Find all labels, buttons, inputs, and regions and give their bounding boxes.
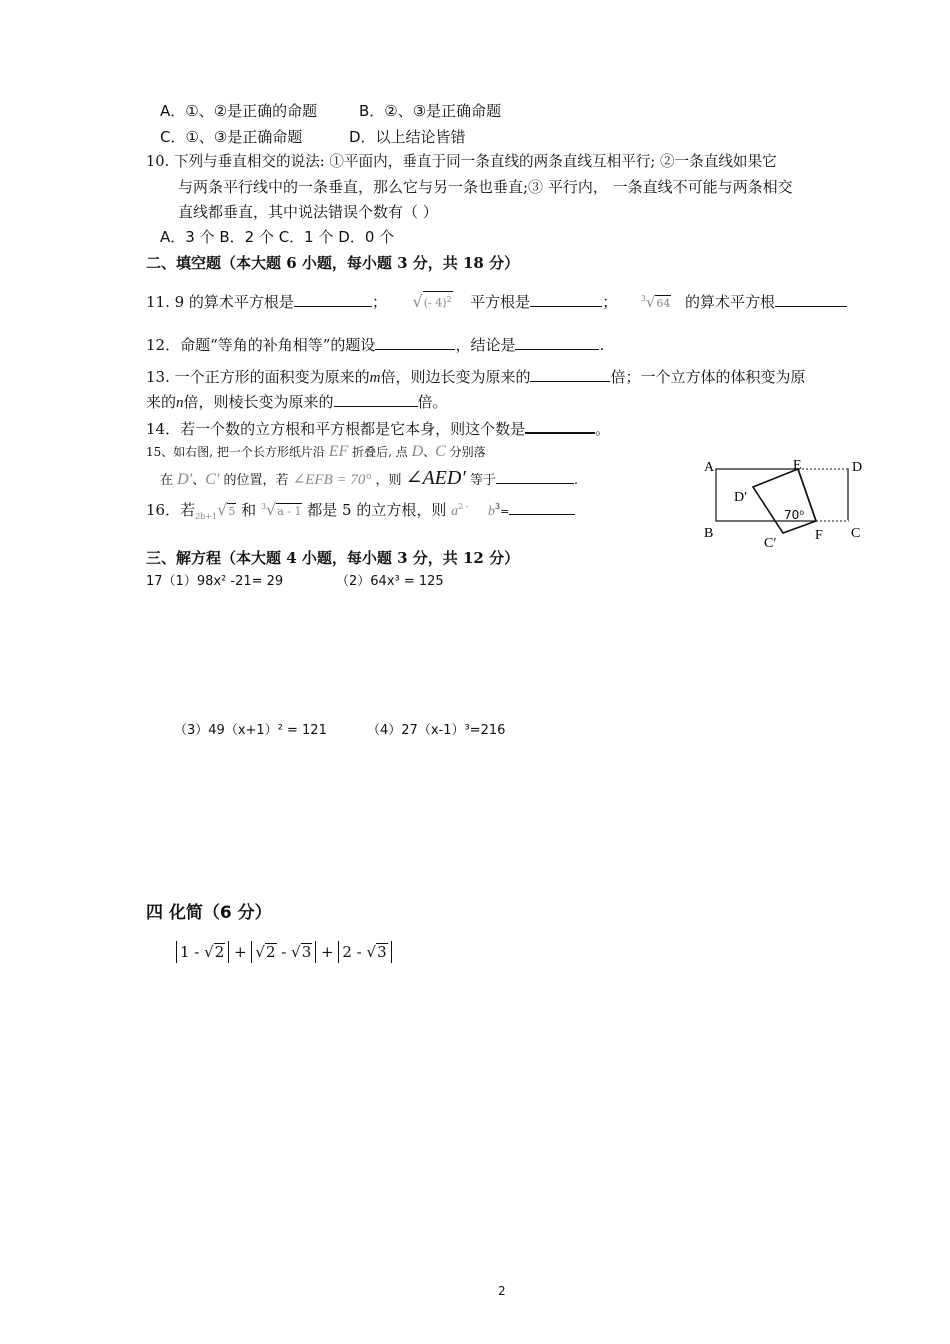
term-1-radicand: 2: [214, 943, 225, 961]
q11-root-1-value: (- 4): [423, 297, 447, 310]
plus-1: +: [234, 943, 247, 961]
simplify-expression: [176, 940, 392, 964]
q12-blank-2[interactable]: [515, 335, 599, 350]
q15-c: C: [435, 443, 446, 460]
label-d-prime: D′: [734, 490, 748, 505]
q11-blank-1[interactable]: [294, 292, 372, 307]
q16-exp-1: 2b+1: [195, 512, 218, 521]
term-2-radicand-2: 3: [301, 943, 312, 961]
q15-sep-2: 、: [192, 473, 206, 488]
q11-root-2-sign: √: [645, 293, 656, 311]
q14-blank[interactable]: [525, 418, 595, 434]
q16-radicand-1: 5: [228, 505, 236, 518]
sqrt-sign-3: √: [291, 943, 301, 961]
label-b: B: [704, 526, 714, 541]
q11-root-1: [423, 291, 453, 312]
sqrt-sign-1: √: [204, 943, 214, 961]
q13-text-4: 来的: [146, 393, 177, 411]
q9-option-a: A．①、②是正确的命题: [160, 102, 318, 120]
q11: [146, 289, 847, 312]
q11-blank-2[interactable]: [530, 292, 602, 307]
q13-var-m: m: [369, 370, 381, 386]
q11-root-1-exp: 2: [446, 295, 452, 305]
q13-text-2: 倍，则边长变为原来的: [380, 368, 531, 386]
q16-radicand-2: a - 1: [277, 505, 302, 518]
q16-root-sign-1: √: [217, 500, 228, 519]
q13-blank-1[interactable]: [530, 367, 610, 382]
label-e: E: [793, 458, 802, 473]
q16-and: 和: [241, 501, 257, 519]
q16-text-1: 16．若: [146, 501, 196, 519]
label-c: C: [851, 526, 861, 541]
q11-root-sign: √: [412, 292, 423, 311]
label-f: F: [815, 528, 823, 543]
q15-text-6: ，则: [375, 473, 402, 488]
q15-text-1: 15、如右图, 把一个长方形纸片沿: [146, 445, 325, 459]
q15-blank[interactable]: [496, 469, 574, 484]
q9-option-d: D．以上结论皆错: [349, 128, 466, 146]
folded-part: [753, 469, 816, 533]
q10-options: A．3 个 B．2 个 C．1 个 D．0 个: [160, 228, 395, 246]
q15-sep: 、: [423, 445, 436, 459]
q15-text-2: 折叠后, 点: [352, 445, 408, 459]
q16-root-sign-2: √: [265, 500, 277, 519]
q10-line-3: 直线都垂直，其中说法错误个数有（ ）: [178, 203, 438, 221]
q13-var-n: n: [176, 395, 184, 411]
q13-text-6: 倍。: [417, 393, 448, 411]
q15-line-2: [160, 468, 578, 491]
term-3-radicand: 3: [377, 943, 387, 961]
page-number: 2: [498, 1284, 506, 1298]
abs-term-3: [338, 941, 391, 963]
q17-eq-3: （3）49（x+1）² = 121: [174, 723, 327, 738]
section-3-title: 三、解方程（本大题 4 小题，每小题 3 分，共 12 分）: [146, 549, 520, 567]
q16-a: a: [451, 504, 459, 519]
q15-line-1: [146, 442, 486, 462]
plus-2: +: [321, 943, 334, 961]
q9-option-b: B．②、③是正确命题: [359, 102, 502, 120]
q17-eq-2: （2）64x³ = 125: [336, 574, 444, 589]
q13-blank-2[interactable]: [334, 392, 418, 407]
q16: [146, 497, 575, 527]
abs-term-2: [251, 941, 316, 963]
q15-angle: ∠EFB = 70°: [292, 472, 372, 488]
q11-text-2: 平方根是: [470, 293, 531, 311]
q13-line-1: [146, 367, 806, 388]
q11-sep: ；: [371, 293, 387, 311]
q14-text-1: 14．若一个数的立方根和平方根都是它本身，则这个数是: [146, 420, 526, 438]
q16-text-2: 都是 5 的立方根，则: [307, 501, 447, 519]
q16-b: b: [488, 504, 496, 519]
q16-root-2-index: 3: [260, 502, 266, 511]
sqrt-sign-2: √: [255, 943, 265, 961]
q17-eq-1: 17（1）98x² -21= 29: [146, 574, 284, 589]
section-2-title: 二、填空题（本大题 6 小题，每小题 3 分，共 18 分）: [146, 254, 520, 272]
q10-line-1: 10. 下列与垂直相交的说法: ①平面内，垂直于同一条直线的两条直线互相平行; ②一条直线如果它: [146, 153, 777, 170]
q15-angle-2: ∠AED′: [405, 467, 466, 489]
sqrt-sign-4: √: [366, 943, 377, 961]
q15-text-8: .: [573, 473, 578, 488]
term-2-minus: -: [276, 943, 292, 961]
q11-root-2: 64: [656, 297, 671, 310]
q12-text-1: 12．命题“等角的补角相等”的题设: [146, 336, 376, 354]
q15-text-7: 等于: [469, 473, 496, 488]
q14-text-2: 。: [595, 420, 611, 438]
q12: [146, 335, 604, 355]
q17-eq-4: （4）27（x-1）³=216: [367, 723, 506, 738]
label-d: D: [852, 460, 863, 475]
q15-d-prime: D′: [177, 471, 193, 488]
term-1-a: 1 -: [180, 943, 205, 961]
q16-eq: =: [500, 505, 510, 518]
q11-sep-2: ；: [602, 293, 618, 311]
q15-text-5: 的位置，若: [223, 473, 289, 488]
label-c-prime: C′: [764, 536, 777, 551]
figure-svg: [698, 455, 868, 555]
q12-text-3: .: [599, 336, 605, 354]
angle-label: 70⁰: [784, 508, 805, 522]
q11-root-2-index: 3: [640, 294, 646, 303]
q16-blank[interactable]: [509, 500, 575, 515]
q13-line-2: [146, 392, 448, 413]
q13-text-3: 倍；一个立方体的体积变为原: [610, 368, 806, 386]
q15-d: D: [411, 443, 424, 460]
q11-text-3: 的算术平方根: [684, 293, 775, 311]
label-a: A: [704, 460, 715, 475]
q16-b-exp: 3: [495, 502, 501, 511]
q15-text-3: 分别落: [449, 445, 486, 459]
abs-term-1: [176, 941, 229, 963]
section-4-title: 四 化简（6 分）: [146, 903, 272, 923]
q13-text-5: 倍，则棱长变为原来的: [183, 393, 334, 411]
q15-ef: EF: [328, 443, 349, 460]
q11-blank-3[interactable]: [775, 292, 847, 307]
q9-option-c: C．①、③是正确命题: [160, 128, 303, 146]
q13-text-1: 13. 一个正方形的面积变为原来的: [146, 368, 370, 386]
q11-text-1: 11. 9 的算术平方根是: [146, 293, 294, 311]
q10-line-2: 与两条平行线中的一条垂直，那么它与另一条也垂直;③ 平行内， 一条直线不可能与两条相交: [178, 178, 793, 196]
q16-a-exp: 2 -: [458, 502, 469, 511]
folded-rectangle-figure: [698, 455, 868, 555]
term-2-radicand-1: 2: [265, 943, 276, 961]
q15-text-4: 在: [160, 473, 174, 488]
q15-c-prime: C′: [205, 471, 220, 488]
term-3-a: 2 -: [342, 943, 367, 961]
q12-text-2: ，结论是: [455, 336, 516, 354]
q12-blank-1[interactable]: [375, 335, 455, 350]
q14: [146, 418, 610, 439]
